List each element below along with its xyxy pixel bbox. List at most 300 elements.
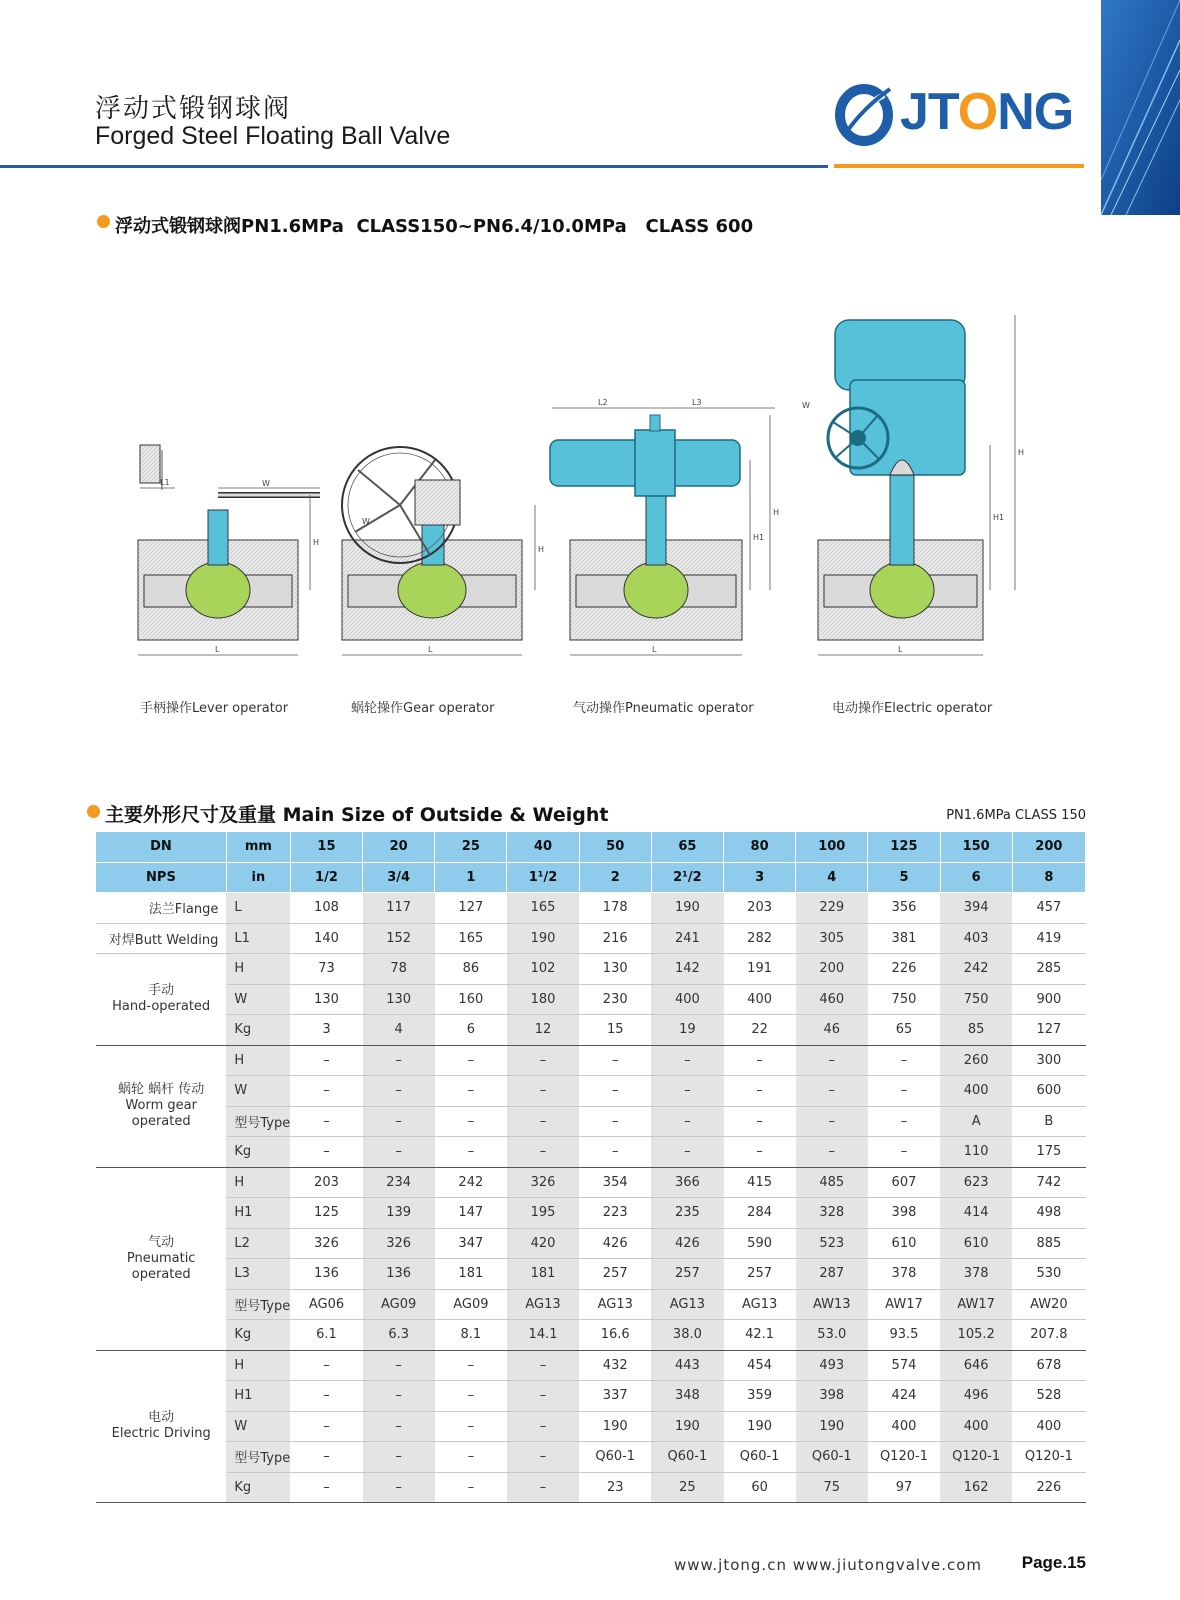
table-value: AW20 xyxy=(1012,1289,1085,1320)
pneumatic-h1-dimension-label: H1 xyxy=(753,533,765,542)
table-value: – xyxy=(435,1137,507,1168)
table-value: 230 xyxy=(579,984,651,1015)
table-value: – xyxy=(290,1350,362,1381)
table-value: 53.0 xyxy=(796,1320,868,1351)
table-value: 378 xyxy=(868,1259,940,1290)
table-value: AG13 xyxy=(507,1289,579,1320)
group-label-cn: 手动 xyxy=(148,983,175,999)
table-value: 347 xyxy=(435,1228,507,1259)
table-value: 105.2 xyxy=(940,1320,1012,1351)
group-label-en: Pneumatic operated xyxy=(126,1250,196,1282)
table-value: 528 xyxy=(1012,1381,1085,1412)
table-value: 348 xyxy=(651,1381,723,1412)
page-title-en: Forged Steel Floating Ball Valve xyxy=(95,122,451,150)
table-value: – xyxy=(507,1411,579,1442)
table-header-row-nps xyxy=(96,862,1086,893)
table-value: – xyxy=(290,1137,362,1168)
table-value: 257 xyxy=(651,1259,723,1290)
table-value: 40 xyxy=(507,832,579,862)
table-value: 127 xyxy=(435,893,507,924)
table-value: 885 xyxy=(1012,1228,1085,1259)
table-value: 354 xyxy=(579,1167,651,1198)
table-value: Q120-1 xyxy=(1012,1442,1085,1473)
table-value: 590 xyxy=(724,1228,796,1259)
table-value: 180 xyxy=(507,984,579,1015)
table-value: 22 xyxy=(724,1015,796,1046)
gear-h-dimension-label: H xyxy=(538,545,545,554)
caption-pneumatic-operator: 气动操作Pneumatic operator xyxy=(573,701,754,716)
table-row xyxy=(96,1320,1086,1351)
table-value: – xyxy=(724,1137,796,1168)
table-value: 20 xyxy=(363,832,435,862)
table-value: 400 xyxy=(651,984,723,1015)
table-value: 356 xyxy=(868,893,940,924)
table-value: – xyxy=(363,1381,435,1412)
row-sub-label: W xyxy=(226,1076,290,1107)
table-value: 6.3 xyxy=(363,1320,435,1351)
table-value: 2¹/2 xyxy=(651,862,723,893)
table-value: 742 xyxy=(1012,1167,1085,1198)
table-header-unit: in xyxy=(226,862,290,893)
table-value: 216 xyxy=(579,923,651,954)
row-sub-label: H xyxy=(226,954,290,985)
table-value: 75 xyxy=(796,1472,868,1503)
table-value: 403 xyxy=(940,923,1012,954)
l2-dimension-label: L2 xyxy=(598,398,608,407)
table-value: 678 xyxy=(1012,1350,1085,1381)
table-value: – xyxy=(796,1076,868,1107)
table-value: 574 xyxy=(868,1350,940,1381)
table-value: 750 xyxy=(868,984,940,1015)
pressure-class-note: PN1.6MPa CLASS 150 xyxy=(946,808,1086,823)
table-value: 65 xyxy=(651,832,723,862)
row-sub-label: H1 xyxy=(226,1198,290,1229)
table-value: 110 xyxy=(940,1137,1012,1168)
table-value: 60 xyxy=(724,1472,796,1503)
table-value: 419 xyxy=(1012,923,1085,954)
pneumatic-h-dimension-label: H xyxy=(773,508,780,517)
table-value: Q60-1 xyxy=(724,1442,796,1473)
table-value: 3 xyxy=(290,1015,362,1046)
table-value: 86 xyxy=(435,954,507,985)
table-value: 12 xyxy=(507,1015,579,1046)
table-value: AW17 xyxy=(940,1289,1012,1320)
table-value: 485 xyxy=(796,1167,868,1198)
table-row xyxy=(96,1350,1086,1381)
row-sub-label: H1 xyxy=(226,1381,290,1412)
table-value: – xyxy=(507,1045,579,1076)
table-value: 223 xyxy=(579,1198,651,1229)
table-value: 394 xyxy=(940,893,1012,924)
gear-w-dimension-label: W xyxy=(362,517,370,526)
table-header-unit: mm xyxy=(226,832,290,862)
table-row xyxy=(96,1015,1086,1046)
table-value: – xyxy=(363,1350,435,1381)
table-value: 234 xyxy=(363,1167,435,1198)
table-value: – xyxy=(435,1411,507,1442)
table-value: – xyxy=(507,1442,579,1473)
table-value: 190 xyxy=(651,893,723,924)
table-value: 125 xyxy=(868,832,940,862)
logo-text: JTONG xyxy=(900,83,1074,141)
table-value: – xyxy=(290,1381,362,1412)
caption-lever-operator: 手柄操作Lever operator xyxy=(140,701,289,716)
table-value: 326 xyxy=(290,1228,362,1259)
table-value: 136 xyxy=(363,1259,435,1290)
table-value: 200 xyxy=(1012,832,1085,862)
table-value: 257 xyxy=(724,1259,796,1290)
table-value: – xyxy=(724,1106,796,1137)
table-value: 190 xyxy=(724,1411,796,1442)
table-row xyxy=(96,923,1086,954)
table-row xyxy=(96,1137,1086,1168)
table-value: 140 xyxy=(290,923,362,954)
table-value: 900 xyxy=(1012,984,1085,1015)
table-value: 181 xyxy=(435,1259,507,1290)
table-row xyxy=(96,1167,1086,1198)
table-value: 4 xyxy=(363,1015,435,1046)
table-value: – xyxy=(290,1076,362,1107)
table-value: AG13 xyxy=(724,1289,796,1320)
table-value: 150 xyxy=(940,832,1012,862)
lever-operator-drawing xyxy=(138,445,320,655)
table-value: – xyxy=(796,1137,868,1168)
row-label: 对焊Butt Welding xyxy=(96,923,226,954)
table-value: – xyxy=(651,1106,723,1137)
table-value: 203 xyxy=(724,893,796,924)
group-label-cn: 蜗轮 蜗杆 传动 xyxy=(118,1082,205,1097)
electric-w-dimension-label: W xyxy=(802,401,810,410)
table-value: 160 xyxy=(435,984,507,1015)
table-row xyxy=(96,1259,1086,1290)
caption-electric-operator: 电动操作Electric operator xyxy=(832,701,993,716)
page-number: Page.15 xyxy=(1021,1553,1086,1572)
table-value: 400 xyxy=(1012,1411,1085,1442)
table-value: 498 xyxy=(1012,1198,1085,1229)
table-value: 493 xyxy=(796,1350,868,1381)
table-value: AG13 xyxy=(579,1289,651,1320)
table-value: 398 xyxy=(868,1198,940,1229)
electric-operator-drawing xyxy=(802,315,1024,655)
row-sub-label: Kg xyxy=(226,1137,290,1168)
table-value: 257 xyxy=(579,1259,651,1290)
table-value: 454 xyxy=(724,1350,796,1381)
table-value: 424 xyxy=(868,1381,940,1412)
page-title-cn: 浮动式锻钢球阀 xyxy=(95,94,292,124)
l-dimension-label: L xyxy=(215,645,220,654)
table-value: – xyxy=(651,1045,723,1076)
pneumatic-l-dimension-label: L xyxy=(652,645,657,654)
table-value: 175 xyxy=(1012,1137,1085,1168)
table-row xyxy=(96,1411,1086,1442)
table-value: – xyxy=(290,1045,362,1076)
header-rule-orange xyxy=(834,164,1084,168)
table-value: 8.1 xyxy=(435,1320,507,1351)
table-value: – xyxy=(363,1472,435,1503)
table-value: 646 xyxy=(940,1350,1012,1381)
table-value: Q120-1 xyxy=(868,1442,940,1473)
table-value: 152 xyxy=(363,923,435,954)
table-value: 443 xyxy=(651,1350,723,1381)
table-value: 165 xyxy=(435,923,507,954)
w-dimension-label: W xyxy=(262,479,270,488)
table-value: 610 xyxy=(868,1228,940,1259)
h-dimension-label: H xyxy=(313,538,320,547)
row-sub-label: L1 xyxy=(226,923,290,954)
table-value: 108 xyxy=(290,893,362,924)
table-value: 359 xyxy=(724,1381,796,1412)
table-value: 127 xyxy=(1012,1015,1085,1046)
table-value: 285 xyxy=(1012,954,1085,985)
table-value: 607 xyxy=(868,1167,940,1198)
table-value: 130 xyxy=(579,954,651,985)
table-value: 42.1 xyxy=(724,1320,796,1351)
table-value: A xyxy=(940,1106,1012,1137)
table-value: – xyxy=(507,1106,579,1137)
table-value: 326 xyxy=(507,1167,579,1198)
table-value: Q60-1 xyxy=(651,1442,723,1473)
table-value: 191 xyxy=(724,954,796,985)
table-value: 200 xyxy=(796,954,868,985)
table-value: 15 xyxy=(579,1015,651,1046)
table-value: AW13 xyxy=(796,1289,868,1320)
table-value: – xyxy=(363,1411,435,1442)
table-value: 3 xyxy=(724,862,796,893)
table-row xyxy=(96,1045,1086,1076)
table-value: 414 xyxy=(940,1198,1012,1229)
bullet-icon xyxy=(97,215,110,228)
table-value: 25 xyxy=(651,1472,723,1503)
table-value: 426 xyxy=(579,1228,651,1259)
table-value: – xyxy=(363,1045,435,1076)
table-value: 19 xyxy=(651,1015,723,1046)
table-value: Q60-1 xyxy=(579,1442,651,1473)
table-value: 284 xyxy=(724,1198,796,1229)
table-value: 300 xyxy=(1012,1045,1085,1076)
table-value: 415 xyxy=(724,1167,796,1198)
table-value: 97 xyxy=(868,1472,940,1503)
table-value: 623 xyxy=(940,1167,1012,1198)
table-value: 85 xyxy=(940,1015,1012,1046)
table-value: 366 xyxy=(651,1167,723,1198)
group-label xyxy=(96,954,226,1046)
table-value: – xyxy=(507,1076,579,1107)
row-sub-label: Kg xyxy=(226,1015,290,1046)
table-value: 142 xyxy=(651,954,723,985)
table-value: 2 xyxy=(579,862,651,893)
footer-urls: www.jtong.cn www.jiutongvalve.com xyxy=(673,1556,982,1574)
table-row xyxy=(96,1472,1086,1503)
table-value: – xyxy=(507,1381,579,1412)
table-row xyxy=(96,1106,1086,1137)
table-row xyxy=(96,1228,1086,1259)
table-value: 65 xyxy=(868,1015,940,1046)
table-value: 190 xyxy=(796,1411,868,1442)
section-heading-ratings: 浮动式锻钢球阀PN1.6MPa CLASS150~PN6.4/10.0MPa CLASS 600 xyxy=(115,216,754,237)
row-sub-label: 型号Type xyxy=(226,1289,290,1320)
table-row xyxy=(96,1289,1086,1320)
table-value: 460 xyxy=(796,984,868,1015)
table-value: 260 xyxy=(940,1045,1012,1076)
table-value: 100 xyxy=(796,832,868,862)
l3-dimension-label: L3 xyxy=(692,398,702,407)
table-value: 328 xyxy=(796,1198,868,1229)
table-header-label: NPS xyxy=(96,862,226,893)
table-value: 136 xyxy=(290,1259,362,1290)
table-value: – xyxy=(435,1106,507,1137)
table-value: – xyxy=(579,1106,651,1137)
table-value: 3/4 xyxy=(363,862,435,893)
l1-dimension-label: L1 xyxy=(160,478,170,487)
table-value: 125 xyxy=(290,1198,362,1229)
table-value: 130 xyxy=(363,984,435,1015)
table-value: 23 xyxy=(579,1472,651,1503)
table-value: 400 xyxy=(940,1411,1012,1442)
table-value: 6 xyxy=(940,862,1012,893)
table-value: 38.0 xyxy=(651,1320,723,1351)
table-value: 1/2 xyxy=(290,862,362,893)
table-value: B xyxy=(1012,1106,1085,1137)
table-value: – xyxy=(435,1350,507,1381)
group-label-en: Hand-operated xyxy=(112,999,211,1015)
table-row xyxy=(96,1198,1086,1229)
table-value: 1 xyxy=(435,862,507,893)
table-value: Q60-1 xyxy=(796,1442,868,1473)
table-value: 50 xyxy=(579,832,651,862)
table-value: 235 xyxy=(651,1198,723,1229)
row-sub-label: 型号Type xyxy=(226,1442,290,1473)
table-value: – xyxy=(796,1106,868,1137)
table-value: 203 xyxy=(290,1167,362,1198)
table-value: 398 xyxy=(796,1381,868,1412)
table-value: 242 xyxy=(435,1167,507,1198)
row-sub-label: 型号Type xyxy=(226,1106,290,1137)
table-value: – xyxy=(579,1076,651,1107)
table-value: 229 xyxy=(796,893,868,924)
group-label-cn: 气动 xyxy=(148,1234,175,1250)
electric-h1-dimension-label: H1 xyxy=(993,513,1005,522)
row-sub-label: H xyxy=(226,1045,290,1076)
row-sub-label: H xyxy=(226,1167,290,1198)
table-row xyxy=(96,1442,1086,1473)
table-value: – xyxy=(363,1137,435,1168)
table-value: 420 xyxy=(507,1228,579,1259)
table-value: AG09 xyxy=(435,1289,507,1320)
table-value: 80 xyxy=(724,832,796,862)
table-value: 46 xyxy=(796,1015,868,1046)
table-value: 147 xyxy=(435,1198,507,1229)
table-value: – xyxy=(290,1442,362,1473)
table-value: 282 xyxy=(724,923,796,954)
table-value: – xyxy=(868,1045,940,1076)
table-value: 130 xyxy=(290,984,362,1015)
table-value: 226 xyxy=(868,954,940,985)
table-value: AG09 xyxy=(363,1289,435,1320)
table-value: 102 xyxy=(507,954,579,985)
electric-l-dimension-label: L xyxy=(898,645,903,654)
corner-decoration xyxy=(1101,0,1180,215)
table-value: 5 xyxy=(868,862,940,893)
group-label xyxy=(96,1167,226,1350)
table-value: – xyxy=(290,1411,362,1442)
valve-drawings xyxy=(130,310,1070,700)
table-value: 8 xyxy=(1012,862,1085,893)
table-value: – xyxy=(363,1106,435,1137)
table-value: 195 xyxy=(507,1198,579,1229)
table-value: – xyxy=(868,1076,940,1107)
table-value: AG13 xyxy=(651,1289,723,1320)
row-sub-label: W xyxy=(226,984,290,1015)
table-value: 1¹/2 xyxy=(507,862,579,893)
table-value: 165 xyxy=(507,893,579,924)
table-value: 162 xyxy=(940,1472,1012,1503)
section-heading-sizes: 主要外形尺寸及重量 Main Size of Outside & Weight xyxy=(105,804,609,826)
row-sub-label: L xyxy=(226,893,290,924)
table-value: – xyxy=(651,1076,723,1107)
table-value: 305 xyxy=(796,923,868,954)
table-value: – xyxy=(290,1472,362,1503)
table-row xyxy=(96,954,1086,985)
table-value: 496 xyxy=(940,1381,1012,1412)
table-row xyxy=(96,984,1086,1015)
table-value: AW17 xyxy=(868,1289,940,1320)
table-row xyxy=(96,1076,1086,1107)
table-value: 178 xyxy=(579,893,651,924)
table-value: 15 xyxy=(290,832,362,862)
table-header-row-dn xyxy=(96,832,1086,862)
table-value: 326 xyxy=(363,1228,435,1259)
gear-operator-drawing xyxy=(342,447,544,655)
row-sub-label: Kg xyxy=(226,1320,290,1351)
table-value: 400 xyxy=(940,1076,1012,1107)
row-sub-label: L2 xyxy=(226,1228,290,1259)
table-value: 378 xyxy=(940,1259,1012,1290)
electric-h-dimension-label: H xyxy=(1018,448,1025,457)
row-sub-label: L3 xyxy=(226,1259,290,1290)
table-value: – xyxy=(435,1045,507,1076)
table-value: – xyxy=(724,1076,796,1107)
table-value: 750 xyxy=(940,984,1012,1015)
table-value: – xyxy=(868,1106,940,1137)
table-value: 16.6 xyxy=(579,1320,651,1351)
table-value: – xyxy=(507,1350,579,1381)
table-value: – xyxy=(435,1472,507,1503)
table-value: – xyxy=(651,1137,723,1168)
table-value: 190 xyxy=(651,1411,723,1442)
table-value: 523 xyxy=(796,1228,868,1259)
table-value: 400 xyxy=(868,1411,940,1442)
size-weight-table xyxy=(96,832,1086,1503)
table-value: – xyxy=(435,1442,507,1473)
table-value: 426 xyxy=(651,1228,723,1259)
table-value: 530 xyxy=(1012,1259,1085,1290)
pneumatic-operator-drawing xyxy=(550,398,779,655)
table-value: 242 xyxy=(940,954,1012,985)
table-value: 139 xyxy=(363,1198,435,1229)
table-header-label: DN xyxy=(96,832,226,862)
table-value: 190 xyxy=(579,1411,651,1442)
row-label: 法兰Flange xyxy=(96,893,226,924)
table-value: – xyxy=(724,1045,796,1076)
table-value: – xyxy=(290,1106,362,1137)
table-value: 241 xyxy=(651,923,723,954)
table-value: 226 xyxy=(1012,1472,1085,1503)
table-value: 4 xyxy=(796,862,868,893)
group-label-cn: 电动 xyxy=(148,1410,175,1426)
table-value: 381 xyxy=(868,923,940,954)
table-value: 181 xyxy=(507,1259,579,1290)
table-value: 25 xyxy=(435,832,507,862)
